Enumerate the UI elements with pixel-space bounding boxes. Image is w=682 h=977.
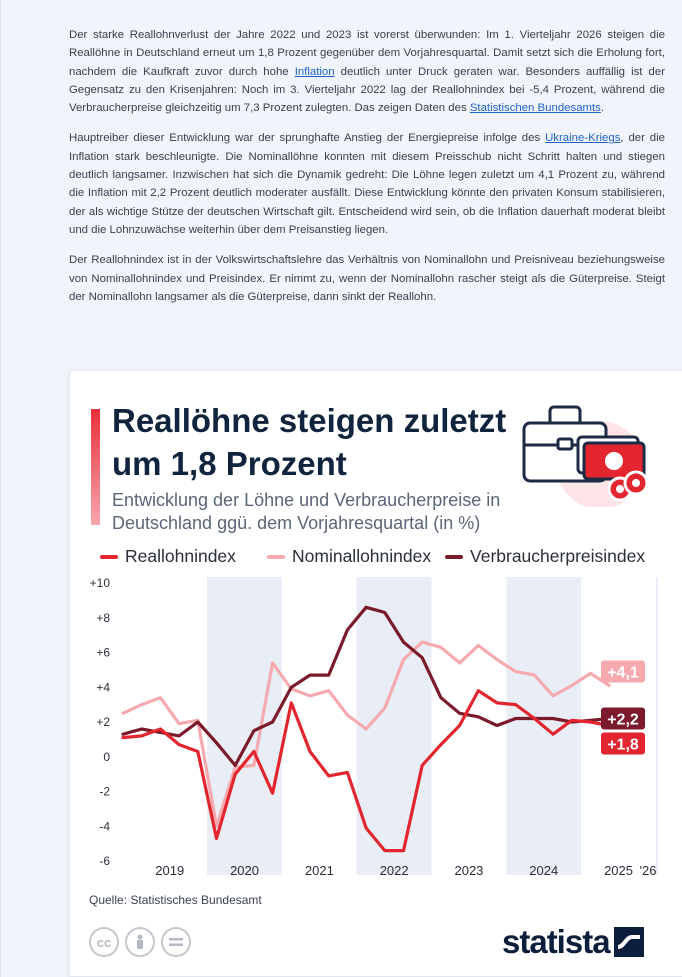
end-value-label-text: +2,2 <box>607 711 639 729</box>
y-tick-label: +4 <box>96 680 110 695</box>
end-value-label <box>601 708 645 730</box>
cc-icon[interactable]: cc <box>89 927 119 957</box>
legend-swatch <box>267 555 285 559</box>
license-icons <box>89 927 191 957</box>
article-link[interactable]: Statistischen Bundesamts <box>469 102 601 115</box>
article-text-segment: Der Reallohnindex ist in der Volkswirtschaftslehre das Verhältnis von Nominallohn und Preisniveau beziehungsweise von Nominallohnindex und Preisindex. Er nimmt zu, wenn der Nominallohn rascher steigt als die Güterpreise. Steigt der Nominallohn langsamer als die Güterpreise, dann sinkt der Reallohn. <box>69 254 665 303</box>
end-value-label-text: +1,8 <box>607 736 639 754</box>
y-tick-label: +6 <box>96 645 110 660</box>
article-paragraph <box>69 26 665 117</box>
x-tick-label: 2020 <box>230 863 260 878</box>
article-text <box>69 26 665 318</box>
x-tick-label: 2025 <box>604 863 634 878</box>
x-tick-label: 2019 <box>155 863 185 878</box>
y-tick-label: 0 <box>103 749 110 764</box>
statista-logo[interactable] <box>502 923 644 961</box>
article-text-segment: Der starke Reallohnverlust der Jahre 2022 und 2023 ist vorerst überwunden: Im 1. Vierteljahr 2026 steigen die Reallöhne in Deutschland erneut um 1,8 Prozent gegenüber dem Vorjahresquartal. Damit setzt sich die Erholung fort, nachdem die Kaufkraft zuvor durch hohe <box>69 29 665 78</box>
legend-label: Nominallohnindex <box>292 546 432 566</box>
legend-swatch <box>445 555 463 559</box>
x-tick-label: 2021 <box>304 863 334 878</box>
x-tick-label: 2024 <box>529 863 559 878</box>
y-tick-label: -6 <box>99 854 110 868</box>
legend-swatch <box>100 555 118 559</box>
legend-item-reallohnindex <box>100 546 236 567</box>
y-tick-label: +2 <box>96 715 110 729</box>
person-icon[interactable] <box>125 927 155 957</box>
shaded-year-band <box>656 577 658 875</box>
article-text-segment: deutlich unter Druck geraten war. Besonders auffällig ist der Gegensatz zu den Krisenjahren: Noch im 3. Vierteljahr 2022 lag der Reallohnindex bei -5,4 Prozent, während die Verbraucherpreise gleichzeitig um 7,3 Prozent zulegten. Das zeigen Daten des <box>69 65 665 115</box>
statista-mark-icon <box>614 927 644 957</box>
brand-name: statista <box>502 923 610 960</box>
end-value-label-text: +4,1 <box>607 664 639 682</box>
y-tick-label: +10 <box>89 576 110 590</box>
article-text-segment: . <box>600 102 605 115</box>
x-tick-label: 2022 <box>379 863 409 878</box>
article-paragraph <box>69 129 665 239</box>
line-chart <box>70 569 682 889</box>
equals-icon[interactable] <box>161 927 191 957</box>
title-accent-bar <box>91 409 100 525</box>
end-value-label <box>601 732 645 754</box>
legend-label: Verbraucherpreisindex <box>470 546 646 566</box>
x-tick-label: 2023 <box>454 863 484 878</box>
legend-label: Reallohnindex <box>125 546 236 566</box>
infographic-subtitle: Entwicklung der Löhne und Verbraucherpreise in Deutschland ggü. dem Vorjahresquartal (in %) <box>112 490 501 533</box>
x-tick-label: '26 <box>639 863 657 878</box>
infographic-card <box>69 370 682 977</box>
legend-item-verbraucherpreisindex <box>445 546 645 567</box>
wallet-money-icon <box>520 397 660 507</box>
article-paragraph <box>69 251 665 306</box>
source-note: Quelle: Statistisches Bundesamt <box>89 893 262 907</box>
chart-legend <box>100 546 680 568</box>
y-tick-label: +8 <box>96 610 110 625</box>
article-text-segment: , der die Inflation stark beschleunigte. Die Nominallöhne konnten mit diesem Preisschub nicht Schritt halten und stiegen deutlich langsamer. Inzwischen hat sich die Dynamik gedreht: Die Löhne legen zuletzt um 4,1 Prozent zu, während die Inflation mit 2,2 Prozent deutlich moderater ausfällt. Diese Entwicklung könnte den privaten Konsum stabilisieren, der als wichtige Stütze der deutschen Wirtschaft gilt. Entscheidend wird sein, ob die Inflation dauerhaft moderat bleibt und die Lohnzuwächse weiterhin über dem Preisanstieg liegen. <box>69 132 665 236</box>
article-link[interactable]: Ukraine-Kriegs <box>545 132 621 145</box>
article-text-segment: Hauptreiber dieser Entwicklung war der sprunghafte Anstieg der Energiepreise infolge des <box>69 132 546 145</box>
y-tick-label: -4 <box>99 819 110 834</box>
article-link[interactable]: Inflation <box>294 65 335 78</box>
y-tick-label: -2 <box>99 784 110 799</box>
end-value-label <box>601 661 645 683</box>
legend-item-nominallohnindex <box>267 546 431 567</box>
infographic-title: Reallöhne steigen zuletzt um 1,8 Prozent <box>112 402 507 482</box>
